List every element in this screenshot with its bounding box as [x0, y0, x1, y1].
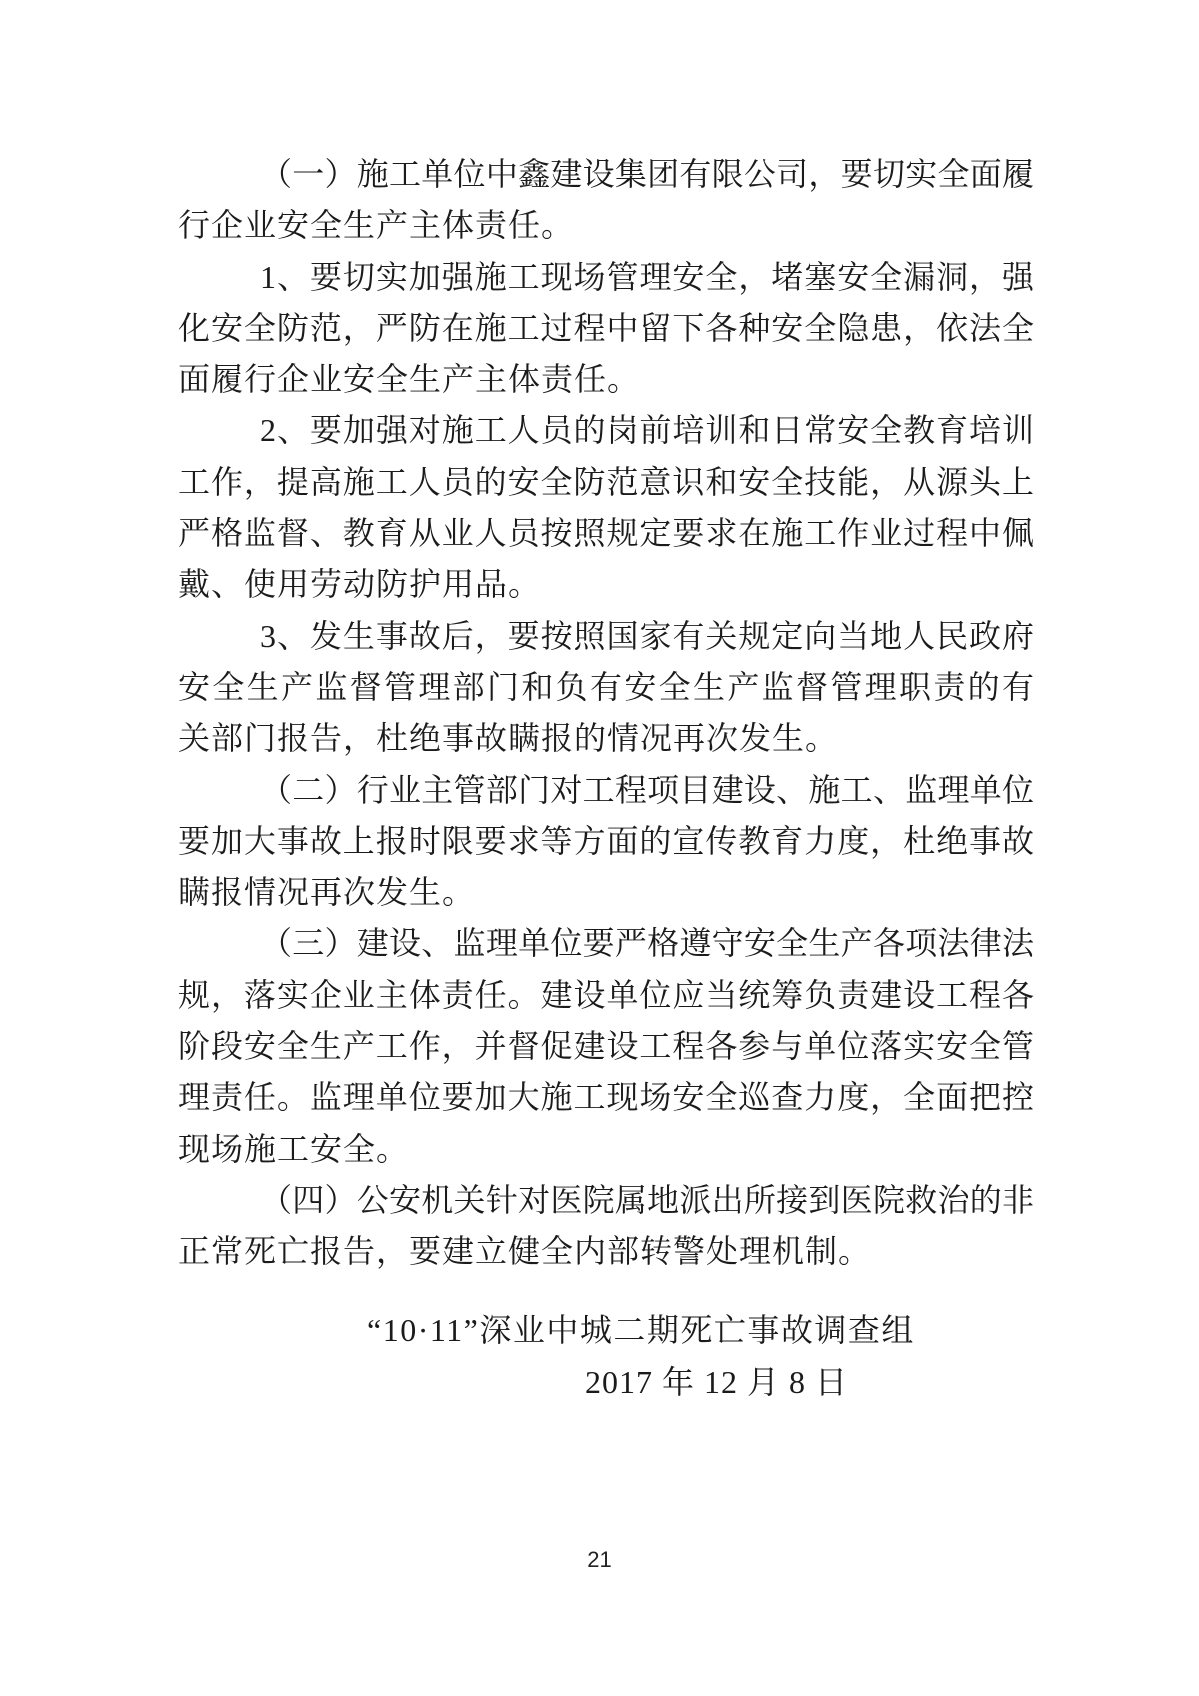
text-line: （二）行业主管部门对工程项目建设、施工、监理单位 — [260, 771, 1034, 808]
text-line: 3、发生事故后，要按照国家有关规定向当地人民政府 — [260, 617, 1034, 654]
text-line: 阶段安全生产工作，并督促建设工程各参与单位落实安全管 — [178, 1028, 1034, 1065]
signature-line: “10·11”深业中城二期死亡事故调查组 — [367, 1312, 915, 1348]
text-line: 理责任。监理单位要加大施工现场安全巡查力度，全面把控 — [178, 1079, 1034, 1116]
text-line: 行企业安全生产主体责任。 — [178, 207, 575, 244]
text-line: 化安全防范，严防在施工过程中留下各种安全隐患，依法全 — [178, 309, 1034, 346]
document-body — [178, 149, 1034, 1278]
text-line: 规，落实企业主体责任。建设单位应当统筹负责建设工程各 — [178, 976, 1034, 1013]
text-line: 1、要切实加强施工现场管理安全，堵塞安全漏洞，强 — [260, 258, 1034, 295]
text-line: 2、要加强对施工人员的岗前培训和日常安全教育培训 — [260, 412, 1034, 449]
text-line: 工作，提高施工人员的安全防范意识和安全技能，从源头上 — [178, 463, 1034, 500]
text-line: 安全生产监督管理部门和负有安全生产监督管理职责的有 — [178, 668, 1034, 705]
text-line: 瞒报情况再次发生。 — [178, 874, 476, 911]
text-line: 要加大事故上报时限要求等方面的宣传教育力度，杜绝事故 — [178, 822, 1034, 859]
text-line: 正常死亡报告，要建立健全内部转警处理机制。 — [178, 1233, 872, 1270]
text-line: 戴、使用劳动防护用品。 — [178, 566, 542, 603]
text-line: （三）建设、监理单位要严格遵守安全生产各项法律法 — [260, 925, 1034, 962]
text-line: 关部门报告，杜绝事故瞒报的情况再次发生。 — [178, 720, 839, 757]
text-line: 面履行企业安全生产主体责任。 — [178, 361, 641, 398]
text-line: 现场施工安全。 — [178, 1130, 410, 1167]
text-line: 严格监督、教育从业人员按照规定要求在施工作业过程中佩 — [178, 515, 1034, 552]
page-number: 21 — [587, 1547, 612, 1572]
text-line: （一）施工单位中鑫建设集团有限公司，要切实全面履 — [260, 156, 1034, 192]
text-line: （四）公安机关针对医院属地派出所接到医院救治的非 — [260, 1181, 1034, 1218]
date-line: 2017 年 12 月 8 日 — [585, 1364, 849, 1400]
